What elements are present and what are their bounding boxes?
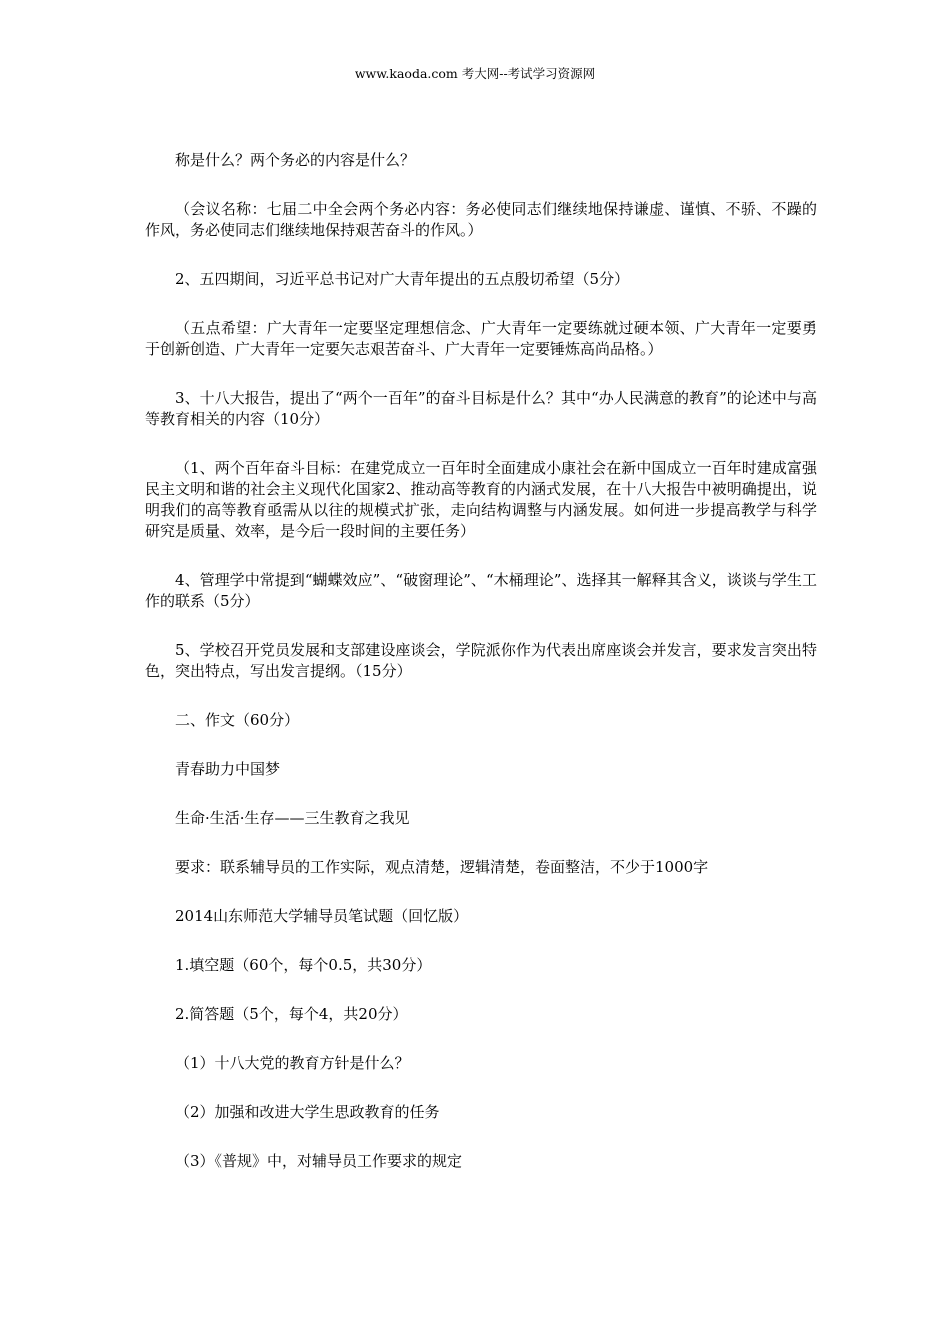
question-fragment: 称是什么？两个务必的内容是什么？: [175, 151, 416, 169]
essay-requirements: 要求：联系辅导员的工作实际，观点清楚，逻辑清楚，卷面整洁，不少于1000字: [175, 858, 709, 876]
part-short-answer: 2.简答题（5个，每个4，共20分）: [175, 1005, 408, 1023]
short-answer-3: （3）《普规》中，对辅导员工作要求的规定: [175, 1152, 463, 1170]
essay-topic-2: 生命·生活·生存——三生教育之我见: [175, 809, 410, 827]
section-essay-heading: 二、作文（60分）: [175, 711, 300, 729]
question-5: 5、学校召开党员发展和支部建设座谈会，学院派你作为代表出席座谈会并发言，要求发言突出特色，突出特点，写出发言提纲。（15分）: [145, 641, 817, 680]
answer-2: （五点希望：广大青年一定要坚定理想信念、广大青年一定要练就过硬本领、广大青年一定要勇于创新创造、广大青年一定要矢志艰苦奋斗、广大青年一定要锤炼高尚品格。）: [145, 319, 817, 358]
exam-title-2014: 2014山东师范大学辅导员笔试题（回忆版）: [175, 907, 469, 925]
part-fill-blank: 1.填空题（60个，每个0.5，共30分）: [175, 956, 432, 974]
short-answer-1: （1）十八大党的教育方针是什么？: [175, 1054, 410, 1072]
question-2: 2、五四期间，习近平总书记对广大青年提出的五点殷切希望（5分）: [175, 270, 630, 288]
answer-3: （1、两个百年奋斗目标：在建党成立一百年时全面建成小康社会在新中国成立一百年时建成富强民主文明和谐的社会主义现代化国家2、推动高等教育的内涵式发展，在十八大报告中被明确提出，说明我们的高等教育亟需从以往的规模式扩张，走向结构调整与内涵发展。如何进一步提高教学与科学研究是质量、效率，是今后一段时间的主要任务）: [145, 459, 817, 540]
short-answer-2: （2）加强和改进大学生思政教育的任务: [175, 1103, 440, 1121]
essay-topic-1: 青春助力中国梦: [175, 760, 281, 778]
question-4: 4、管理学中常提到“蝴蝶效应”、“破窗理论”、“木桶理论”、选择其一解释其含义，谈谈与学生工作的联系（5分）: [145, 571, 817, 610]
document-body: [145, 150, 817, 1200]
answer-1: （会议名称：七届二中全会两个务必内容：务必使同志们继续地保持谦虚、谨慎、不骄、不躁的作风，务必使同志们继续地保持艰苦奋斗的作风。）: [145, 200, 817, 239]
page-header: www.kaoda.com 考大网--考试学习资源网: [354, 66, 596, 81]
question-3: 3、十八大报告，提出了“两个一百年”的奋斗目标是什么？其中“办人民满意的教育”的论述中与高等教育相关的内容（10分）: [145, 389, 817, 428]
